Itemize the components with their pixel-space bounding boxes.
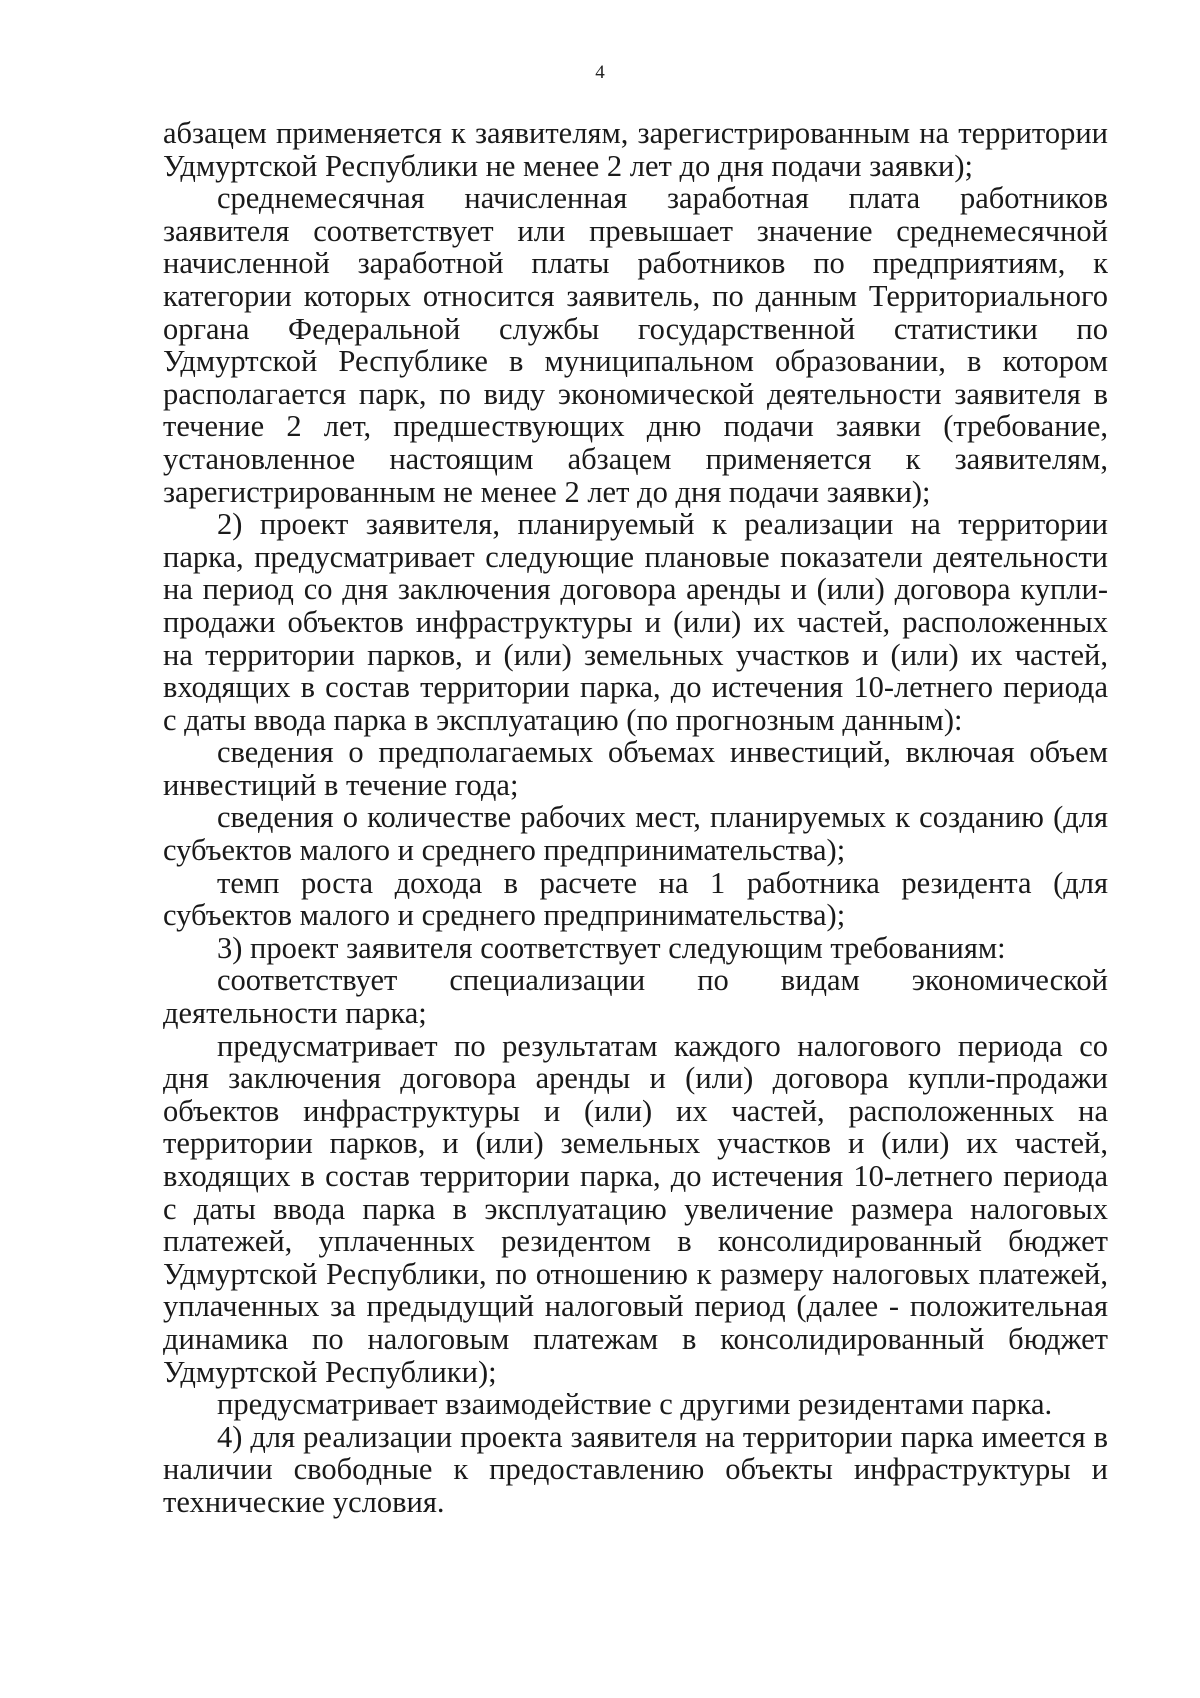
- paragraph-specialization: соответствует специализации по видам экономической деятельности парка;: [163, 963, 1108, 1031]
- paragraph-item-3: 3) проект заявителя соответствует следующим требованиям:: [217, 930, 1006, 965]
- paragraph-jobs: сведения о количестве рабочих мест, планируемых к созданию (для субъектов малого и среднего предпринимательства);: [163, 800, 1108, 868]
- paragraph-income-growth: темп роста дохода в расчете на 1 работника резидента (для субъектов малого и среднего предпринимательства);: [163, 865, 1108, 933]
- paragraph-investments: сведения о предполагаемых объемах инвестиций, включая объем инвестиций в течение года;: [163, 735, 1108, 802]
- paragraph-average-salary: среднемесячная начисленная заработная плата работников заявителя соответствует или превышает значение среднемесячной начисленной заработной платы работников по предприятиям, к категории которых относится заявитель, по данным Территориального органа Федеральной службы государственной статистики по Удмуртской Республике в муниципальном образовании, в котором располагается парк, по виду экономической деятельности заявителя в течение 2 лет, предшествующих дню подачи заявки (требование, установленное настоящим абзацем применяется к заявителям, зарегистрированным не менее 2 лет до дня подачи заявки);: [163, 181, 1108, 509]
- paragraph-item-4: 4) для реализации проекта заявителя на территории парка имеется в наличии свободные к предоставлению объекты инфраструктуры и технические условия.: [163, 1419, 1108, 1519]
- paragraph-cooperation: предусматривает взаимодействие с другими резидентами парка.: [217, 1387, 1053, 1422]
- page-number: 4: [595, 62, 605, 83]
- paragraph-item-2: 2) проект заявителя, планируемый к реализации на территории парка, предусматривает следующие плановые показатели деятельности на период со дня заключения договора аренды и (или) договора купли-продажи объектов инфраструктуры и (или) их частей, расположенных на территории парков, и (или) земельных участков и (или) их частей, входящих в состав территории парка, до истечения 10-летнего периода с даты ввода парка в эксплуатацию (по прогнозным данным):: [163, 507, 1108, 737]
- document-body: [163, 117, 1108, 1519]
- paragraph-continuation: абзацем применяется к заявителям, зарегистрированным на территории Удмуртской Республики не менее 2 лет до дня подачи заявки);: [163, 116, 1108, 183]
- paragraph-tax-dynamics: предусматривает по результатам каждого налогового периода со дня заключения договора аренды и (или) договора купли-продажи объектов инфраструктуры и (или) их частей, расположенных на территории парков, и (или) земельных участков и (или) их частей, входящих в состав территории парка, до истечения 10-летнего периода с даты ввода парка в эксплуатацию увеличение размера налоговых платежей, уплаченных резидентом в консолидированный бюджет Удмуртской Республики, по отношению к размеру налоговых платежей, уплаченных за предыдущий налоговый период (далее - положительная динамика по налоговым платежам в консолидированный бюджет Удмуртской Республики);: [163, 1028, 1108, 1389]
